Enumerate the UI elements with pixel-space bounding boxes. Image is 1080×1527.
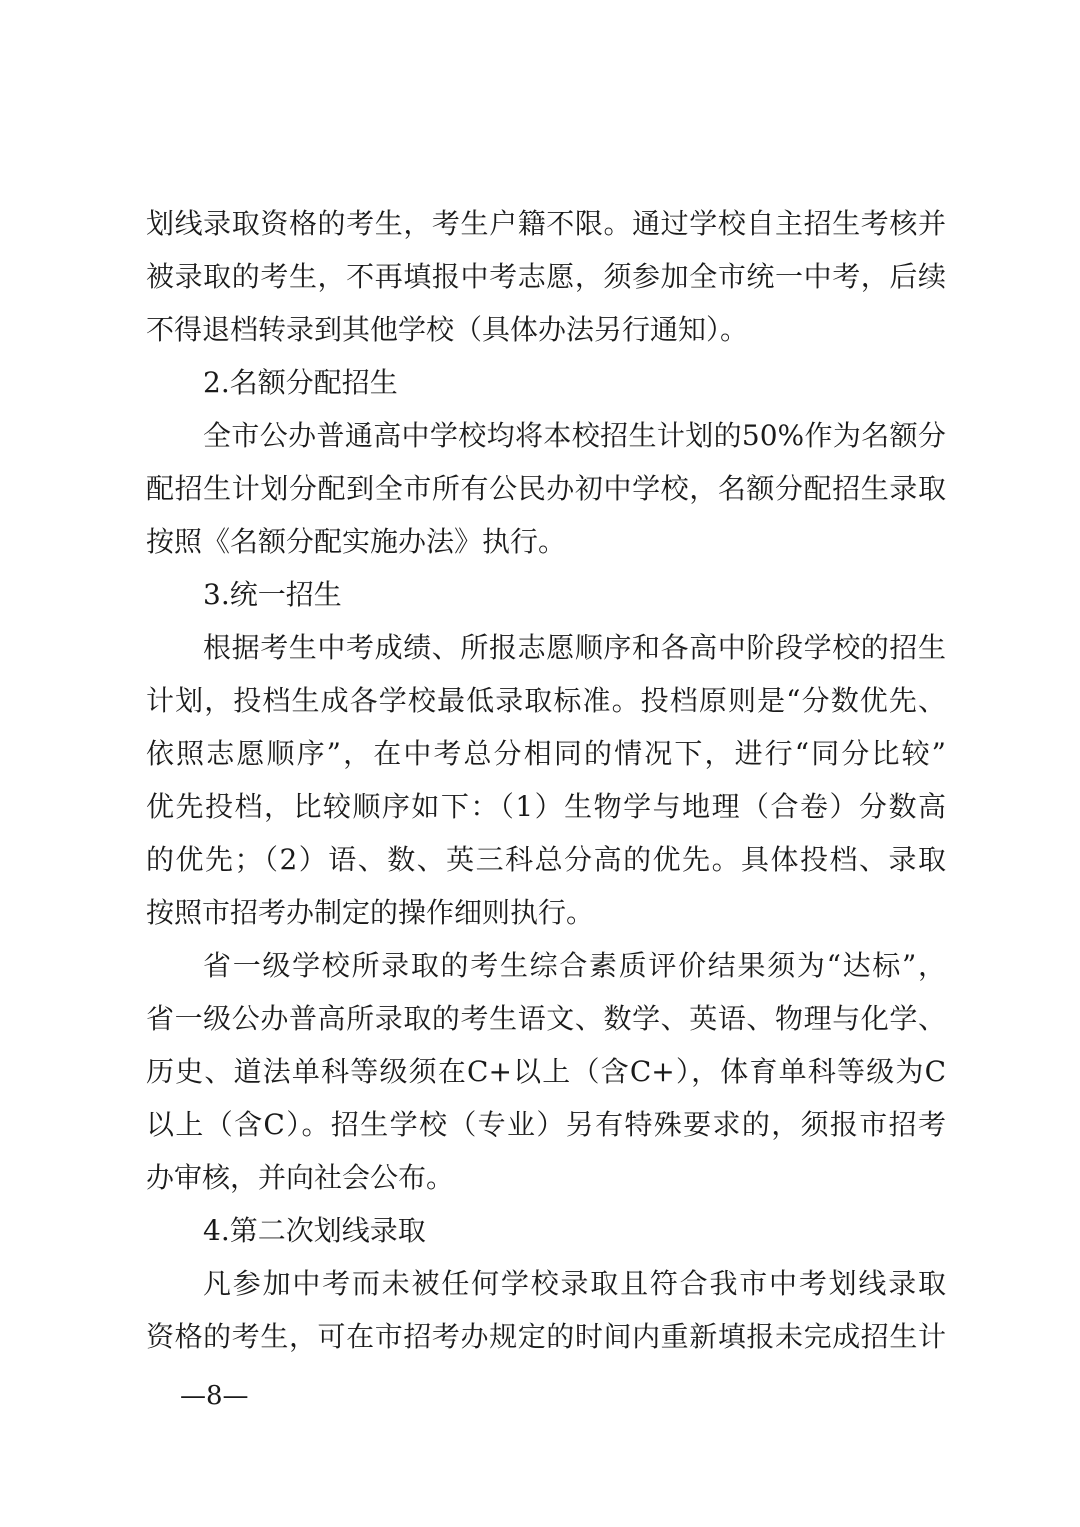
paragraph-line-6: 配招生计划分配到全市所有公民办初中学校，名额分配招生录取: [146, 472, 946, 505]
paragraph-line-1: 划线录取资格的考生，考生户籍不限。通过学校自主招生考核并: [146, 207, 946, 240]
paragraph-line-7: 按照《名额分配实施办法》执行。: [146, 525, 567, 558]
paragraph-line-18: 以上（含C）。招生学校（专业）另有特殊要求的，须报市招考: [146, 1108, 946, 1141]
paragraph-line-12: 优先投档，比较顺序如下：（1）生物学与地理（合卷）分数高: [146, 790, 946, 823]
section-heading-second-admission: 4.第二次划线录取: [203, 1214, 426, 1247]
paragraph-line-11: 依照志愿顺序”，在中考总分相同的情况下，进行“同分比较”: [146, 737, 946, 770]
paragraph-line-9: 根据考生中考成绩、所报志愿顺序和各高中阶段学校的招生: [203, 631, 946, 664]
paragraph-line-10: 计划，投档生成各学校最低录取标准。投档原则是“分数优先、: [146, 684, 946, 717]
paragraph-line-17: 历史、道法单科等级须在C+以上（含C+），体育单科等级为C: [146, 1055, 946, 1088]
page-number: —8—: [180, 1381, 249, 1411]
paragraph-line-2: 被录取的考生，不再填报中考志愿，须参加全市统一中考，后续: [146, 260, 946, 293]
paragraph-line-5: 全市公办普通高中学校均将本校招生计划的50%作为名额分: [203, 419, 946, 452]
section-heading-quota-allocation: 2.名额分配招生: [203, 366, 398, 399]
paragraph-line-13: 的优先；（2）语、数、英三科总分高的优先。具体投档、录取: [146, 843, 946, 876]
paragraph-line-14: 按照市招考办制定的操作细则执行。: [146, 896, 595, 929]
paragraph-line-3: 不得退档转录到其他学校（具体办法另行通知）。: [146, 313, 749, 346]
paragraph-line-15: 省一级学校所录取的考生综合素质评价结果须为“达标”，: [203, 949, 946, 982]
paragraph-line-16: 省一级公办普高所录取的考生语文、数学、英语、物理与化学、: [146, 1002, 946, 1035]
paragraph-line-22: 资格的考生，可在市招考办规定的时间内重新填报未完成招生计: [146, 1320, 946, 1353]
section-heading-unified-admission: 3.统一招生: [203, 578, 342, 611]
paragraph-line-21: 凡参加中考而未被任何学校录取且符合我市中考划线录取: [203, 1267, 946, 1300]
paragraph-line-19: 办审核，并向社会公布。: [146, 1161, 455, 1194]
